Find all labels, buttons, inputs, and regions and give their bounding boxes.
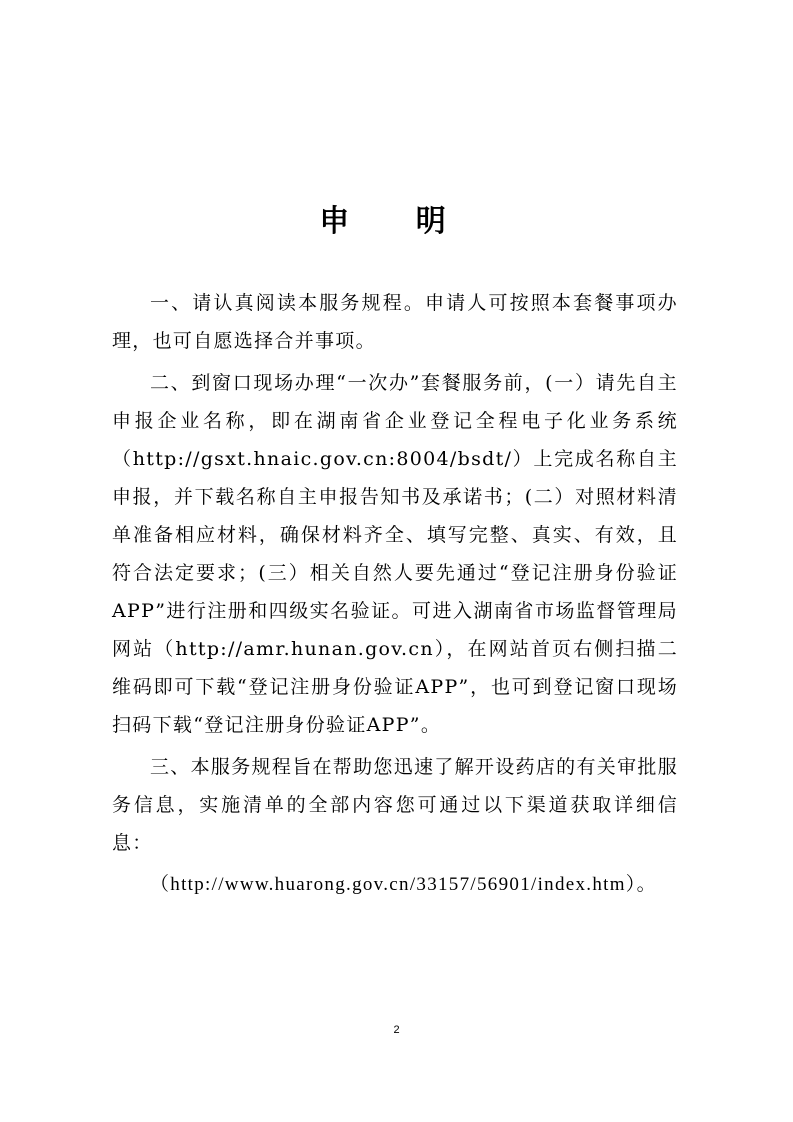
paragraph-1: 一、请认真阅读本服务规程。申请人可按照本套餐事项办理，也可自愿选择合并事项。 <box>112 292 678 352</box>
page-title: 申 明 <box>319 204 474 239</box>
paragraph-2: 二、到窗口现场办理“一次办”套餐服务前，(一）请先自主申报企业名称，即在湖南省企业登记全程电子化业务系统（http://gsxt.hnaic.gov.cn:8004/bsdt/）上完成名称自主申报，并下载名称自主申报告知书及承诺书；(二）对照材料清单准备相应材料，确保材料齐全、填写完整、真实、有效，且符合法定要求；(三）相关自然人要先通过“登记注册身份验证APP”进行注册和四级实名验证。可进入湖南省市场监督管理局网站（http://amr.hunan.gov.cn），在网站首页右侧扫描二维码即可下载“登记注册身份验证APP”，也可到登记窗口现场扫码下载“登记注册身份验证APP”。 <box>112 372 678 736</box>
paragraph-4-url: （http://www.huarong.gov.cn/33157/56901/index.htm）。 <box>150 874 657 895</box>
declaration-body <box>112 284 678 908</box>
page-number: 2 <box>393 1024 400 1036</box>
paragraph-3: 三、本服务规程旨在帮助您迅速了解开设药店的有关审批服务信息，实施清单的全部内容您可通过以下渠道获取详细信息： <box>112 756 678 854</box>
